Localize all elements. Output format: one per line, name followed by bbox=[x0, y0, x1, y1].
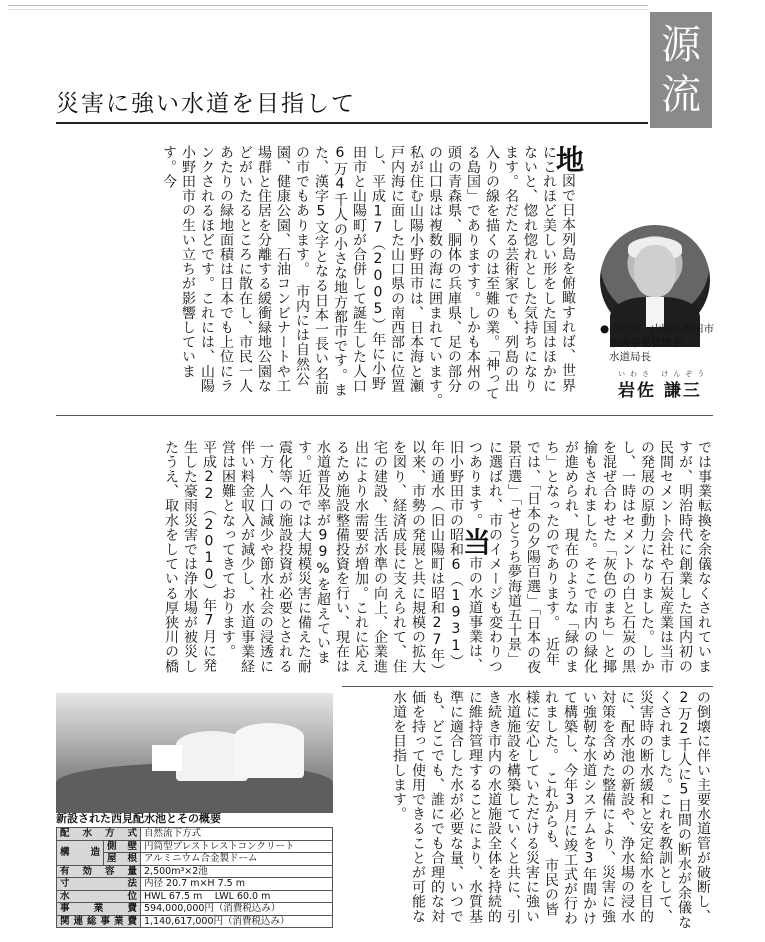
author-org: ●山口県・山陽小野田市 bbox=[600, 323, 715, 335]
spec-row bbox=[57, 915, 333, 928]
paragraph-3: 市の水道事業は、旧小野田市の昭和6（1931）年の通水（旧山陽町は昭和27年）以来、市勢の発展と共に規模の拡大を図り、経済成長に支えられて、住宅の建設、生活水準の向上、企業進出により水需要が増加。これに応えるため施設整備投資を行い、現在は水道普及率が99%を超えています。近年では大規模災害に備えた耐震化等への施設投資が必要とされる一方、人口減少や節水社会の浸透に伴い料金収入が減少し、水道事業経営は困難となってきております。 平成22（2010）年7月に発生した豪雨災害では浄水場が被災したうえ、取水をしている厚狭川の橋 bbox=[163, 440, 483, 678]
paragraph-1: 図で日本列島を俯瞰すれば、世界にこれほど美しい形をした国はほかにないと、惚れ惚れとした気持ちになります。名だたる芸術家でも、列島の出入りの線を描くのは至難の業。「神ってる島国」でありますす。しかも本州の頭の青森県、胴体の兵庫県、足の部分の山口県は複数の海に囲まれています。 私が住む山陽小野田市は、日本海と瀬戸内海に面した山口県の南西部に位置し、平成17（2005）年に小野田市と山陽町が合併して誕生した人口6万4千人の小さな地方都市です。また、漢字5文字となる日本一長い名前の市でもあります。 市内には自然公園、健康公園、石油コンビナートや工場群と住居を分離する緩衝緑地公園などがいたるところに散在し、市民一人あたりの緑地面積は日本でも上位にランクされるほどです。これには、山陽小野田市の生い立ちが影響しています。今 bbox=[161, 145, 576, 416]
author-role-1: 水道事業管理者 bbox=[609, 337, 683, 349]
spec-label: 配水方式 bbox=[57, 828, 141, 841]
section-rule-2 bbox=[342, 686, 713, 687]
spec-row bbox=[57, 828, 333, 841]
author-info bbox=[600, 322, 720, 364]
spec-row bbox=[57, 890, 333, 903]
spec-value: 1,140,617,000円（消費税込み） bbox=[141, 915, 333, 928]
spec-label: 有効容量 bbox=[57, 865, 141, 878]
spec-sublabel: 側壁 bbox=[104, 840, 141, 853]
spec-label: 関連総事業費 bbox=[57, 915, 141, 928]
body-block-2 bbox=[58, 440, 713, 680]
spec-value: 594,000,000円（消費税込み） bbox=[141, 903, 333, 916]
drop-cap-2: 当 bbox=[459, 527, 492, 557]
top-rule-thin bbox=[8, 9, 648, 10]
spec-label: 水位 bbox=[57, 890, 141, 903]
body-block-1 bbox=[58, 145, 585, 416]
spec-value: 円筒型プレストレストコンクリート bbox=[141, 840, 333, 853]
spec-value: 自然流下方式 bbox=[141, 828, 333, 841]
author-role-2: 水道局長 bbox=[609, 351, 651, 363]
spec-row bbox=[57, 840, 333, 853]
series-badge bbox=[650, 12, 712, 128]
spec-row bbox=[57, 903, 333, 916]
reservoir-photo bbox=[56, 693, 333, 803]
spec-label: 寸法 bbox=[57, 878, 141, 891]
spec-value: HWL 67.5 m LWL 60.0 m bbox=[141, 890, 333, 903]
spec-value: 内径 20.7 m×H 7.5 m bbox=[141, 878, 333, 891]
section-rule-1 bbox=[56, 415, 713, 416]
title-rule bbox=[56, 122, 648, 124]
spec-table bbox=[56, 827, 333, 928]
author-name: 岩佐 謙三 bbox=[618, 381, 702, 401]
series-char-1: 源 bbox=[661, 22, 701, 68]
author-photo bbox=[600, 225, 710, 335]
drop-cap-1: 地 bbox=[552, 145, 585, 174]
spec-value: アルミニウム合金製ドーム bbox=[141, 853, 333, 866]
body-block-3 bbox=[342, 690, 712, 930]
spec-label: 構造 bbox=[57, 840, 104, 865]
spec-label: 事業費 bbox=[57, 903, 141, 916]
spec-sublabel: 屋根 bbox=[104, 853, 141, 866]
top-rule bbox=[8, 5, 648, 6]
spec-row bbox=[57, 878, 333, 891]
paragraph-2: では事業転換を余儀なくされていますが、明治時代に創業した国内初の民間セメント会社や石炭産業は当市の発展の原動力になりました。しかし、一時はセメントの白と石炭の黒を混ぜ合わせた「灰色のまち」と揶揄もされました。そこで市内の緑化が進められ、現在のような「緑のまち」となったのであります。 近年では、「日本の夕陽百選」「日本の夜景百選」「せとうち夢海道五十景」に選ばれ、市のイメージも変わりつつあります。 bbox=[467, 440, 712, 675]
series-char-2: 流 bbox=[661, 72, 701, 118]
spec-value: 2,500m³×2池 bbox=[141, 865, 333, 878]
spec-row bbox=[57, 865, 333, 878]
article-title: 災害に強い水道を目指して bbox=[56, 91, 356, 117]
photo-caption: 新設された西見配水池とその概要 bbox=[56, 812, 221, 825]
paragraph-4: の倒壊に伴い主要水道管が破断し、2万2千人に5日間の断水が余儀なくされました。これを教訓として、災害時の断水緩和と安定給水を目的に、配水池の新設や、浄水場の浸水対策を含めた整備により、災害に強い強靭な水道システムを3年間かけて構築し、今年3月に竣工式が行われました。 これからも、市民の皆様に安心していただける災害に強い水道施設を構築していくと共に、引き続き市内の水道施設全体を持続的に維持管理することにより、水質基準に適合した水が必要な量、いつでも、どこでも、誰にでも合理的な対価を持って使用できることが可能な水道を目指します。 bbox=[391, 690, 711, 930]
author-name-ruby: いわさ けんぞう bbox=[618, 370, 710, 378]
